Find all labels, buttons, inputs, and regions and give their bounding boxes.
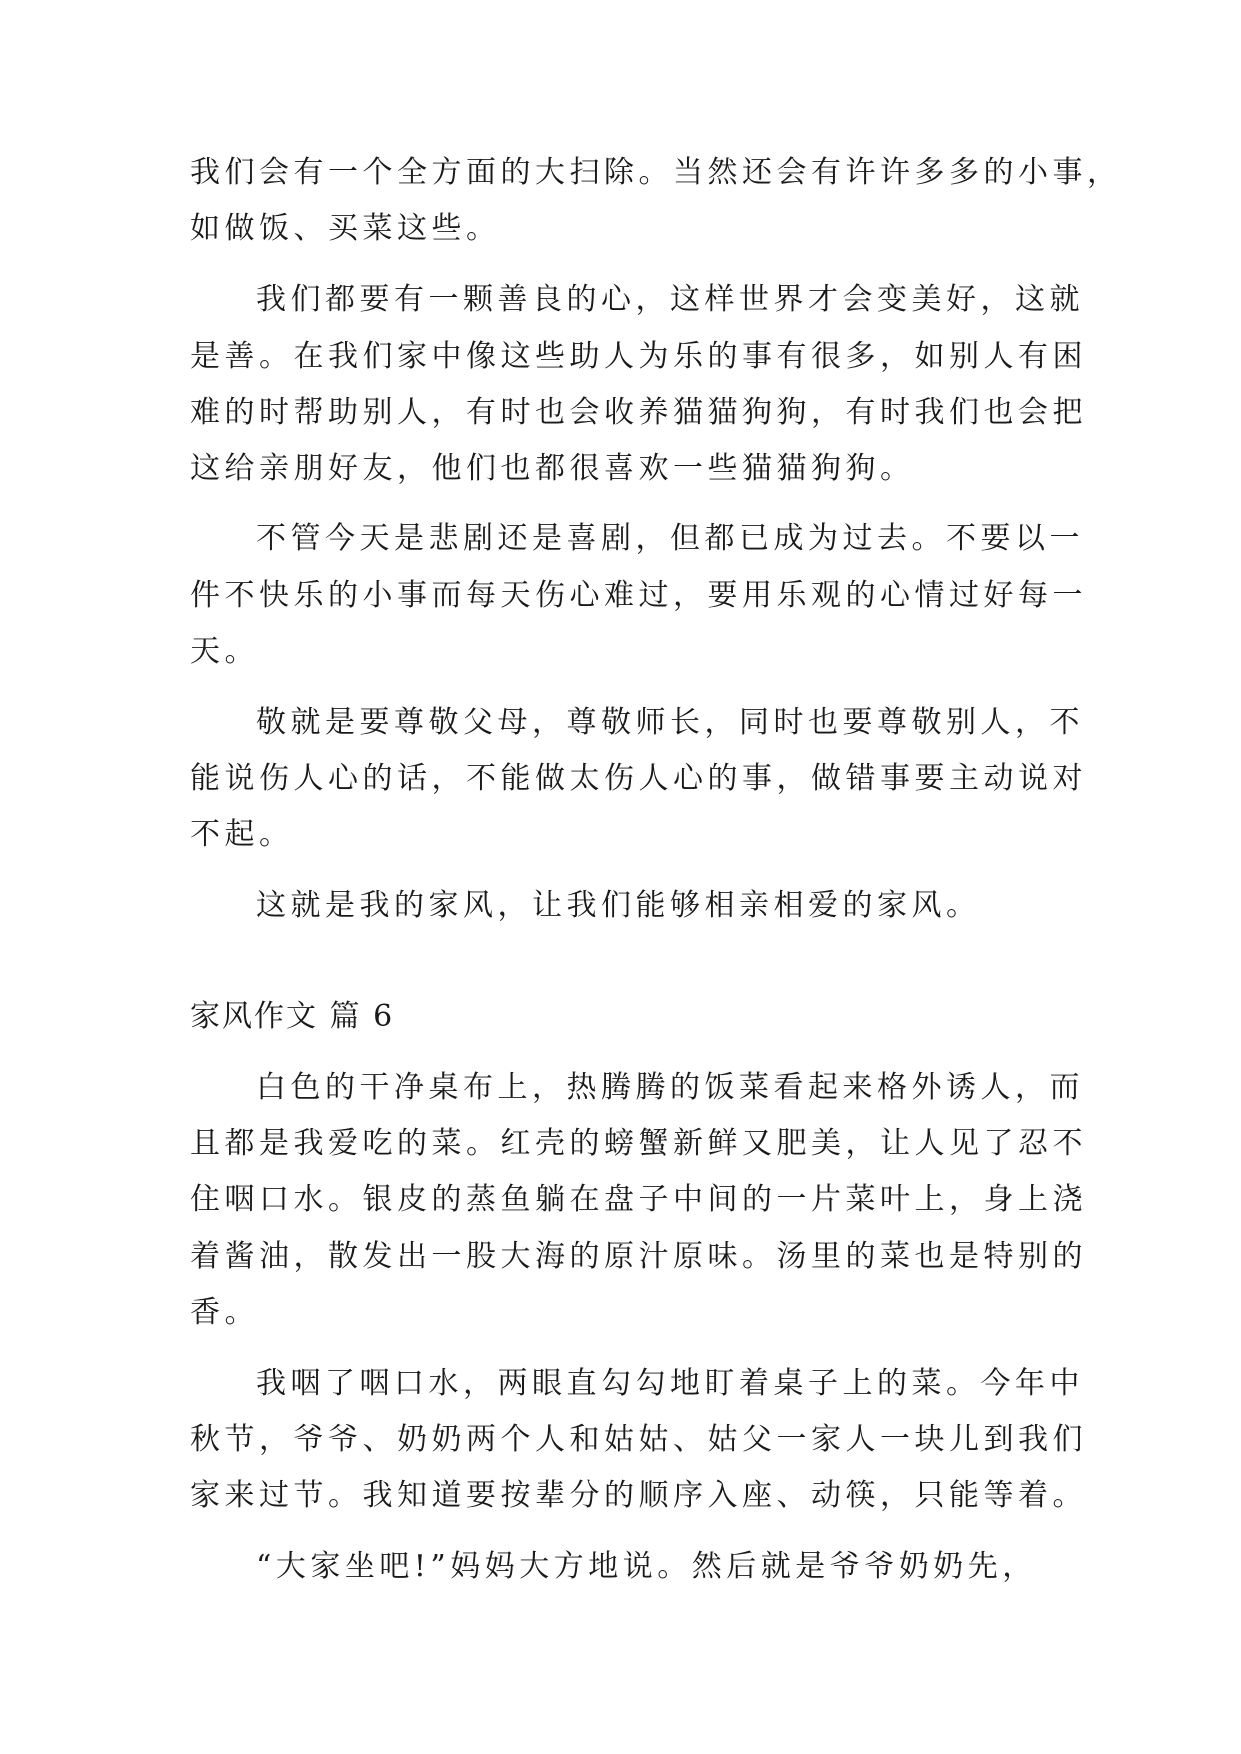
text-line: 这就是我的家风，让我们能够相亲相爱的家风。 xyxy=(256,888,981,923)
text-line: “大家坐吧!”妈妈大方地说。然后就是爷爷奶奶先， xyxy=(256,1549,1037,1584)
section-heading: 家风作文 篇 6 xyxy=(190,999,395,1034)
text-line: 香。 xyxy=(190,1295,259,1330)
text-line: 件不快乐的小事而每天伤心难过，要用乐观的心情过好每一 xyxy=(190,578,1087,613)
text-line: 是善。在我们家中像这些助人为乐的事有很多，如别人有困 xyxy=(190,339,1087,374)
text-line: 能说伤人心的话，不能做太伤人心的事，做错事要主动说对 xyxy=(190,761,1087,796)
text-line: 难的时帮助别人，有时也会收养猫猫狗狗，有时我们也会把 xyxy=(190,395,1087,430)
text-line: 秋节，爷爷、奶奶两个人和姑姑、姑父一家人一块儿到我们 xyxy=(190,1422,1087,1457)
text-line: 敬就是要尊敬父母，尊敬师长，同时也要尊敬别人，不 xyxy=(256,705,1084,740)
text-line: 着酱油，散发出一股大海的原汁原味。汤里的菜也是特别的 xyxy=(190,1239,1087,1274)
text-line: 我们都要有一颗善良的心，这样世界才会变美好，这就 xyxy=(256,282,1084,317)
text-line: 天。 xyxy=(190,634,259,669)
text-line: 如做饭、买菜这些。 xyxy=(190,211,501,246)
text-line: 我咽了咽口水，两眼直勾勾地盯着桌子上的菜。今年中 xyxy=(256,1366,1084,1401)
text-line: 白色的干净桌布上，热腾腾的饭菜看起来格外诱人，而 xyxy=(256,1070,1084,1105)
text-line: 住咽口水。银皮的蒸鱼躺在盘子中间的一片菜叶上，身上浇 xyxy=(190,1182,1087,1217)
text-line: 不管今天是悲剧还是喜剧，但都已成为过去。不要以一 xyxy=(256,521,1084,556)
text-line: 家来过节。我知道要按辈分的顺序入座、动筷，只能等着。 xyxy=(190,1478,1087,1513)
text-line: 这给亲朋好友，他们也都很喜欢一些猫猫狗狗。 xyxy=(190,451,915,486)
text-line: 不起。 xyxy=(190,817,294,852)
text-line: 且都是我爱吃的菜。红壳的螃蟹新鲜又肥美，让人见了忍不 xyxy=(190,1126,1087,1161)
text-line: 我们会有一个全方面的大扫除。当然还会有许许多多的小事， xyxy=(190,155,1122,190)
